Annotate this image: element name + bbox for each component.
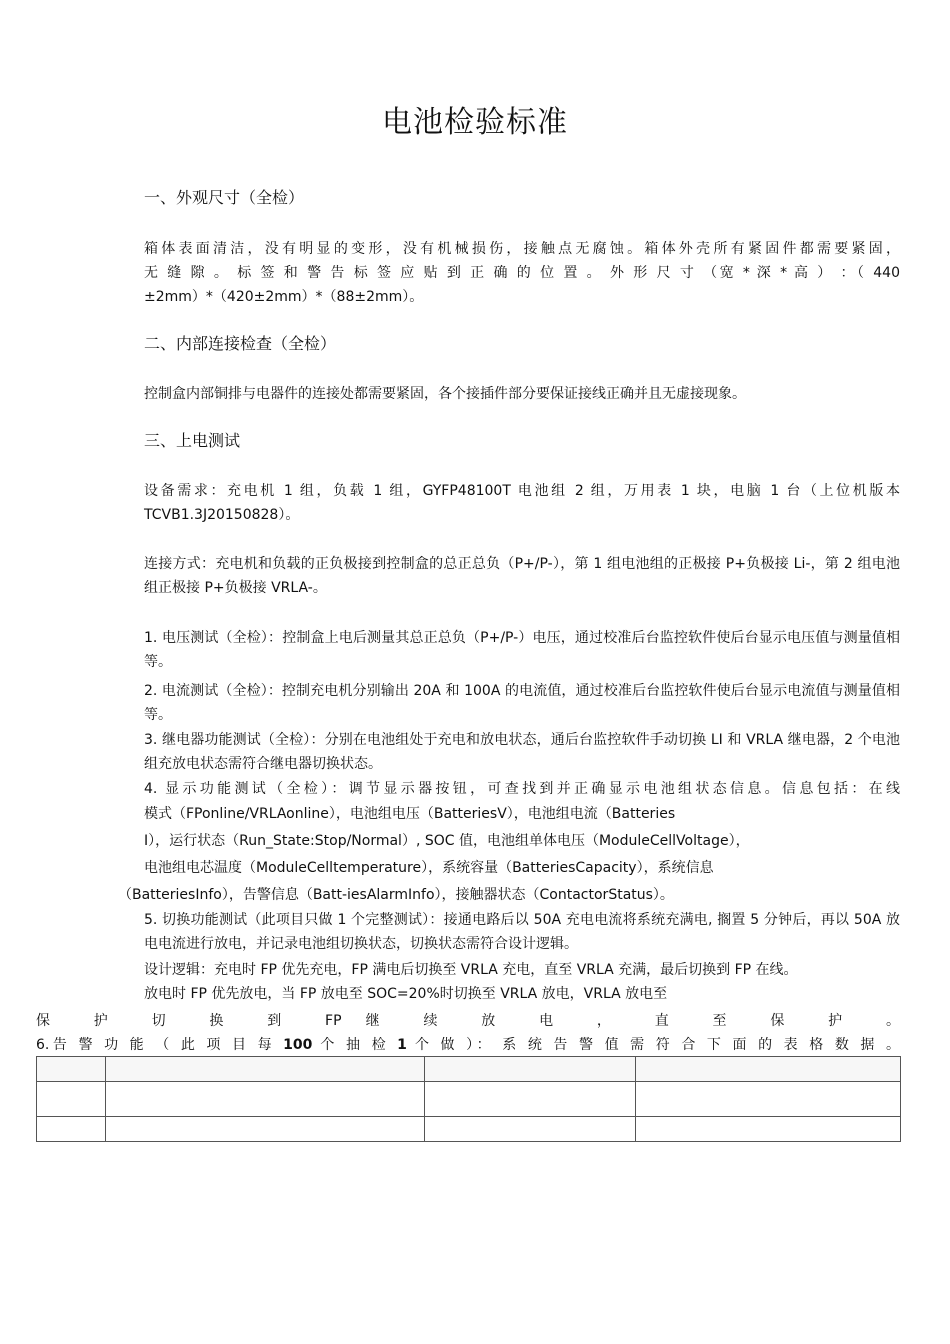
table-cell: [37, 1082, 106, 1117]
test-item-switch: 5. 切换功能测试（此项目只做 1 个完整测试）：接通电路后以 50A 充电电流将系统充满电, 搁置 5 分钟后，再以 50A 放电电流进行放电，并记录电池组切换状态，切换状态需符合设计逻辑。: [144, 912, 900, 952]
table-cell: [636, 1057, 901, 1082]
table-cell: [37, 1117, 106, 1142]
table-cell: [106, 1117, 425, 1142]
display-line-2: 模式（FPonline/VRLAonline），电池组电压（BatteriesV），电池组电流（Batteries: [144, 806, 676, 822]
alarm-text-2: 个 抽 检: [312, 1037, 398, 1053]
alarm-number: 6.: [36, 1037, 50, 1053]
display-line-1: 4. 显示功能测试（全检）：调节显示器按钮，可查找到并正确显示电池组状态信息。信息包括：在线: [144, 781, 900, 797]
design-logic-line-2: 放电时 FP 优先放电，当 FP 放电至 SOC=20%时切换至 VRLA 放电，VRLA 放电至: [144, 986, 668, 1002]
section-body-internal: 控制盒内部铜排与电器件的连接处都需要紧固，各个接插件部分要保证接线正确并且无虚接现象。: [144, 386, 746, 402]
page-title: 电池检验标准: [382, 105, 568, 140]
appearance-line-1: 箱体表面清洁，没有明显的变形，没有机械损伤，接触点无腐蚀。箱体外壳所有紧固件都需要紧固，: [144, 241, 900, 257]
section-heading-power-test: 三、上电测试: [144, 431, 241, 450]
alarm-text-1: 告 警 功 能 （ 此 项 目 每: [49, 1037, 284, 1053]
test-item-voltage: 1. 电压测试（全检）：控制盒上电后测量其总正总负（P+/P-）电压，通过校准后台监控软件使后台显示电压值与测量值相等。: [144, 630, 900, 670]
alarm-sample-unit: 1: [397, 1037, 407, 1053]
display-line-4: 电池组电芯温度（ModuleCelltemperature），系统容量（BatteriesCapacity），系统信息: [144, 860, 714, 876]
equipment-paragraph: 设备需求：充电机 1 组，负载 1 组，GYFP48100T 电池组 2 组，万用表 1 块，电脑 1 台（上位机版本 TCVB1.3J20150828）。: [144, 483, 900, 523]
design-logic-line-1: 设计逻辑：充电时 FP 优先充电，FP 满电后切换至 VRLA 充电，直至 VRLA 充满，最后切换到 FP 在线。: [144, 962, 798, 978]
design-logic: [144, 958, 900, 1006]
appearance-line-3: ±2mm）*（420±2mm）*（88±2mm）。: [144, 289, 424, 305]
table-cell: [425, 1082, 636, 1117]
table-cell: [106, 1057, 425, 1082]
table-cell: [636, 1117, 901, 1142]
table-cell: [425, 1117, 636, 1142]
table-row: [37, 1117, 901, 1142]
display-line-3: I），运行状态（Run_State:Stop/Normal）, SOC 值，电池组单体电压（ModuleCellVoltage），: [144, 833, 750, 849]
section-heading-appearance: 一、外观尺寸（全检）: [144, 188, 305, 207]
table-cell: [37, 1057, 106, 1082]
table-cell: [425, 1057, 636, 1082]
alarm-sample-count: 100: [283, 1037, 313, 1053]
display-line-5: （BatteriesInfo），告警信息（Batt-iesAlarmInfo），接触器状态（ContactorStatus）。: [118, 887, 674, 903]
table-cell: [636, 1082, 901, 1117]
alarm-value-table: [36, 1056, 901, 1142]
test-item-display: [118, 777, 900, 909]
table-row: [37, 1082, 901, 1117]
alarm-text-3: 个 做 ）： 系 统 告 警 值 需 符 合 下 面 的 表 格 数 据 。: [406, 1037, 900, 1053]
section-heading-internal: 二、内部连接检查（全检）: [144, 334, 337, 353]
test-item-relay: 3. 继电器功能测试（全检）：分别在电池组处于充电和放电状态，通后台监控软件手动切换 LI 和 VRLA 继电器，2 个电池组充放电状态需符合继电器切换状态。: [144, 732, 900, 772]
test-item-current: 2. 电流测试（全检）：控制充电机分别输出 20A 和 100A 的电流值，通过校准后台监控软件使后台显示电流值与测量值相等。: [144, 683, 900, 723]
protect-line: 保 护 切 换 到 FP 继 续 放 电 ， 直 至 保 护 。: [36, 1013, 900, 1029]
appearance-line-2: 无 缝 隙 。 标 签 和 警 告 标 签 应 贴 到 正 确 的 位 置 。 外 形 尺 寸 （宽 * 深 * 高 ） ：（ 440: [144, 265, 900, 281]
test-item-alarm: [36, 1033, 900, 1057]
table-header-row: [37, 1057, 901, 1082]
connection-paragraph: 连接方式：充电机和负载的正负极接到控制盒的总正总负（P+/P-），第 1 组电池组的正极接 P+负极接 Li-，第 2 组电池组正极接 P+负极接 VRLA-。: [144, 556, 900, 596]
table-cell: [106, 1082, 425, 1117]
section-body-appearance: [144, 237, 900, 309]
